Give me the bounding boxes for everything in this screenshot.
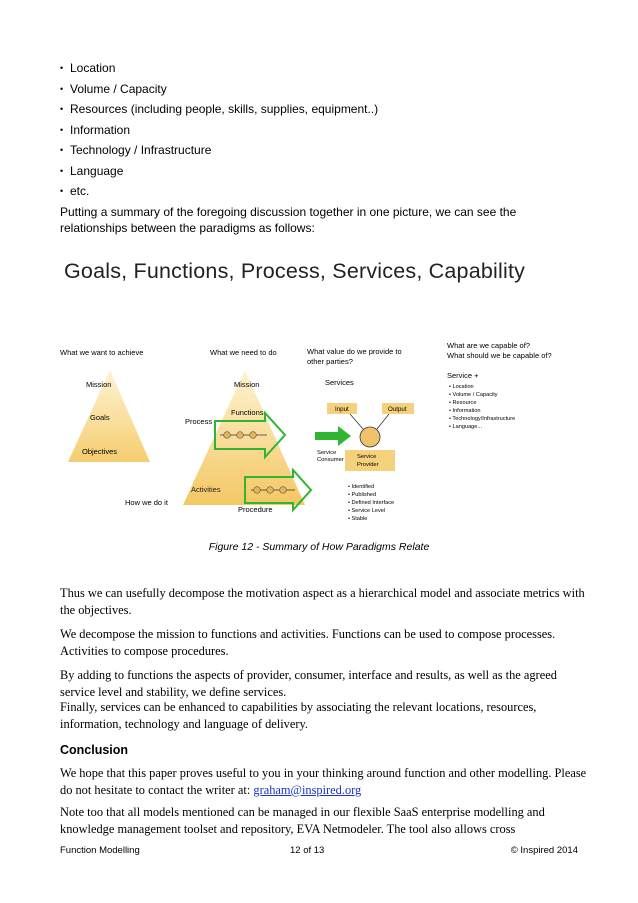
- capability-title: Service +: [447, 371, 479, 380]
- conclusion-paragraph: Note too that all models mentioned can be managed in our flexible SaaS enterprise modelling and knowledge management toolset and repository, EVA Netmodeler. The tool also allows cross: [60, 805, 545, 836]
- process-node: [237, 432, 244, 439]
- capability-bullet: • Volume / Capacity: [449, 392, 498, 398]
- slide-title: Goals, Functions, Process, Services, Capability: [64, 259, 526, 283]
- bullet-item: • Information: [60, 120, 378, 141]
- activities-label: Activities: [191, 485, 221, 494]
- bullet-item: • Resources (including people, skills, supplies, equipment..): [60, 99, 378, 120]
- tri1-goals: Goals: [90, 413, 110, 422]
- tri2-mission: Mission: [234, 380, 260, 389]
- conclusion-text: We hope that this paper proves useful to you in your thinking around function and other modelling. Please do not hesitate to contact the writer at:: [60, 766, 587, 797]
- capability-bullet: • Language...: [449, 424, 483, 430]
- output-connector: [377, 414, 389, 429]
- service-bullet: • Published: [348, 492, 377, 498]
- process-node: [224, 432, 231, 439]
- bullet-item: • Language: [60, 161, 378, 182]
- bullet-item: • Location: [60, 58, 378, 79]
- col4-header: What are we capable of?: [447, 341, 530, 350]
- email-link[interactable]: graham@inspired.org: [253, 782, 362, 797]
- tri1-objectives: Objectives: [82, 447, 118, 456]
- consumer-label: Service: [317, 450, 337, 456]
- how-label: How we do it: [125, 498, 168, 507]
- capability-bullet: • Resource: [449, 400, 477, 406]
- conclusion-heading: Conclusion: [60, 743, 129, 757]
- capability-bullet: • Technology/Infrastructure: [449, 416, 516, 422]
- service-bullet: • Defined Interface: [348, 500, 395, 506]
- capability-bullet-list: [449, 384, 515, 430]
- activity-node: [280, 487, 287, 494]
- paradigm-diagram: [55, 335, 585, 525]
- body-paragraph: Thus we can usefully decompose the motivation aspect as a hierarchical model and associate metrics with the objectives.: [60, 586, 585, 617]
- bullet-item: • Volume / Capacity: [60, 79, 378, 100]
- col3-header: other parties?: [307, 357, 353, 366]
- intro-paragraph: Putting a summary of the foregoing discussion together in one picture, we can see the relationships between the paradigms as follows:: [60, 205, 517, 235]
- col2-header: What we need to do: [210, 348, 277, 357]
- service-bullet-list: [348, 484, 394, 522]
- input-connector: [350, 414, 363, 429]
- body-paragraph: We decompose the mission to functions and activities. Functions can be used to compose processes. Activities to compose procedures.: [60, 627, 556, 658]
- col1-header: What we want to achieve: [60, 348, 144, 357]
- consumer-label: Consumer: [317, 457, 344, 463]
- provider-label: Provider: [357, 462, 379, 468]
- service-node: [360, 427, 380, 447]
- procedure-label: Procedure: [238, 505, 273, 514]
- services-label: Services: [325, 378, 354, 387]
- bullet-item: • Technology / Infrastructure: [60, 140, 378, 161]
- col3-header: What value do we provide to: [307, 347, 402, 356]
- tri1-mission: Mission: [86, 380, 112, 389]
- output-label: Output: [388, 406, 407, 413]
- col4-header: What should we be capable of?: [447, 351, 552, 360]
- service-bullet: • Stable: [348, 516, 368, 522]
- capability-bullet: • Location: [449, 384, 474, 390]
- bullet-list: [60, 58, 378, 202]
- process-label: Process: [185, 417, 213, 426]
- service-bullet: • Identified: [348, 484, 375, 490]
- body-paragraph: Finally, services can be enhanced to capabilities by associating the relevant locations, resources, information, technology and language of delivery.: [60, 700, 537, 731]
- provider-label: Service: [357, 454, 377, 460]
- activity-node: [254, 487, 261, 494]
- bullet-item: • etc.: [60, 181, 378, 202]
- functions-label: Functions: [231, 408, 264, 417]
- footer-right: © Inspired 2014: [510, 845, 578, 856]
- capability-bullet: • Information: [449, 408, 481, 414]
- figure-caption: Figure 12 - Summary of How Paradigms Relate: [208, 541, 430, 553]
- body-paragraph: By adding to functions the aspects of provider, consumer, interface and results, as well as the agreed service level and stability, we define services.: [60, 668, 557, 699]
- page-number: 12 of 13: [290, 845, 325, 856]
- activity-node: [267, 487, 274, 494]
- process-node: [250, 432, 257, 439]
- service-bullet: • Service Level: [348, 508, 386, 514]
- conclusion-paragraph: [60, 765, 590, 799]
- input-label: Input: [335, 406, 349, 413]
- footer-left: Function Modelling: [60, 845, 140, 856]
- service-arrow: [315, 426, 351, 446]
